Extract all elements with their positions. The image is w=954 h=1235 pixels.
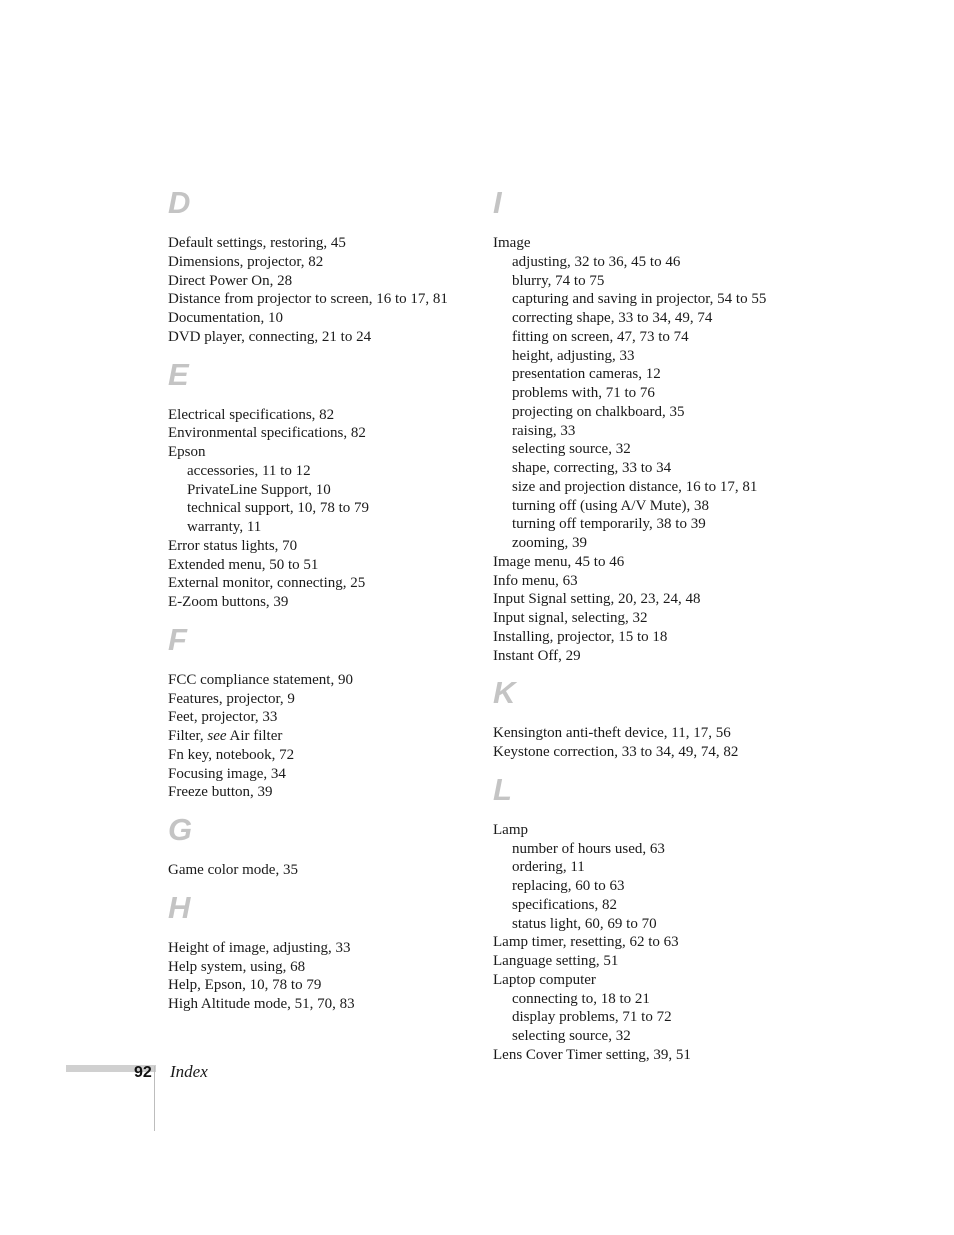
index-entry-list (493, 724, 813, 762)
index-subentry: PrivateLine Support, 10 (187, 481, 331, 498)
index-entry: Electrical specifications, 82 (168, 406, 335, 423)
index-entry: Help, Epson, 10, 78 to 79 (168, 977, 322, 994)
page-number: 92 (134, 1064, 152, 1081)
index-entry-list (168, 234, 468, 347)
index-entry: High Altitude mode, 51, 70, 83 (168, 996, 355, 1012)
index-entry: Keystone correction, 33 to 34, 49, 74, 82 (493, 744, 739, 760)
index-entry: Height of image, adjusting, 33 (168, 939, 351, 956)
index-subentry: capturing and saving in projector, 54 to 55 (512, 291, 767, 308)
entry-text: Air filter (226, 728, 283, 744)
index-entry: Distance from projector to screen, 16 to 17, 81 (168, 291, 448, 308)
index-subentry: selecting source, 32 (512, 441, 631, 458)
index-subentry: problems with, 71 to 76 (512, 385, 655, 401)
index-entry-list (493, 234, 813, 665)
index-entry: Image (493, 235, 531, 251)
index-entry: Input signal, selecting, 32 (493, 610, 648, 626)
index-entry: Image menu, 45 to 46 (493, 553, 625, 570)
index-entry: Game color mode, 35 (168, 862, 298, 878)
index-subentry: turning off (using A/V Mute), 38 (512, 497, 709, 514)
index-subentry: blurry, 74 to 75 (512, 272, 605, 289)
index-entry: Features, projector, 9 (168, 690, 295, 707)
index-entry-list (168, 861, 468, 880)
index-subentry: connecting to, 18 to 21 (512, 990, 650, 1007)
index-entry (168, 727, 468, 746)
index-subentry: raising, 33 (512, 422, 576, 439)
index-entry: Installing, projector, 15 to 18 (493, 628, 668, 645)
index-subentry: replacing, 60 to 63 (512, 878, 625, 894)
index-entry: Freeze button, 39 (168, 784, 273, 801)
index-entry: External monitor, connecting, 25 (168, 575, 366, 592)
index-entry: Epson (168, 444, 206, 460)
index-entry: Kensington anti-theft device, 11, 17, 56 (493, 725, 731, 742)
index-column-right (493, 186, 813, 1076)
index-subentry: height, adjusting, 33 (512, 347, 635, 364)
index-subentry: adjusting, 32 to 36, 45 to 46 (512, 253, 681, 270)
index-subentry: number of hours used, 63 (512, 840, 665, 857)
index-entry: Lamp (493, 821, 528, 838)
index-subentry: size and projection distance, 16 to 17, 81 (512, 478, 758, 495)
index-entry: Error status lights, 70 (168, 537, 298, 554)
index-entry: Direct Power On, 28 (168, 272, 293, 289)
index-entry: Documentation, 10 (168, 310, 283, 326)
index-subentry: specifications, 82 (512, 896, 617, 913)
index-letter-heading: L (493, 771, 512, 807)
index-letter-heading: K (493, 675, 516, 711)
index-subentry: selecting source, 32 (512, 1028, 631, 1044)
index-entry: DVD player, connecting, 21 to 24 (168, 328, 372, 345)
entry-text: Filter, (168, 728, 208, 744)
index-entry: Feet, projector, 33 (168, 709, 278, 726)
index-entry: Instant Off, 29 (493, 647, 581, 664)
index-entry: Laptop computer (493, 971, 596, 988)
index-entry: Help system, using, 68 (168, 958, 306, 975)
index-subentry: accessories, 11 to 12 (187, 462, 311, 479)
index-entry: Dimensions, projector, 82 (168, 253, 324, 270)
index-letter-heading: F (168, 621, 187, 657)
index-entry-list (168, 671, 468, 802)
index-entry: E-Zoom buttons, 39 (168, 594, 289, 610)
index-letter-heading: D (168, 185, 191, 220)
index-subentry: zooming, 39 (512, 535, 587, 551)
footer-rule (154, 1066, 155, 1131)
index-column-left (168, 186, 468, 1025)
index-entry: Extended menu, 50 to 51 (168, 556, 319, 573)
index-subentry: turning off temporarily, 38 to 39 (512, 516, 706, 533)
index-entry-list (168, 406, 468, 612)
index-subentry: status light, 60, 69 to 70 (512, 915, 657, 932)
index-entry: Input Signal setting, 20, 23, 24, 48 (493, 591, 701, 608)
index-subentry: correcting shape, 33 to 34, 49, 74 (512, 310, 713, 326)
index-subentry: technical support, 10, 78 to 79 (187, 500, 370, 517)
index-entry: Lamp timer, resetting, 62 to 63 (493, 934, 679, 951)
index-entry: FCC compliance statement, 90 (168, 671, 353, 688)
index-entry: Environmental specifications, 82 (168, 425, 366, 442)
index-entry: Focusing image, 34 (168, 765, 286, 782)
index-letter-heading: I (493, 185, 502, 220)
index-entry-list (493, 821, 813, 1065)
index-subentry: projecting on chalkboard, 35 (512, 403, 685, 420)
index-entry: Language setting, 51 (493, 953, 619, 969)
index-letter-heading: E (168, 356, 189, 392)
index-subentry: fitting on screen, 47, 73 to 74 (512, 328, 689, 345)
index-subentry: shape, correcting, 33 to 34 (512, 460, 672, 476)
index-entry: Info menu, 63 (493, 572, 578, 589)
index-letter-heading: G (168, 812, 193, 847)
index-letter-heading: H (168, 889, 191, 925)
see-reference: see (207, 728, 227, 744)
index-entry-list (168, 939, 468, 1014)
index-subentry: ordering, 11 (512, 859, 585, 876)
index-subentry: display problems, 71 to 72 (512, 1009, 672, 1026)
index-entry: Lens Cover Timer setting, 39, 51 (493, 1046, 691, 1063)
section-label: Index (170, 1062, 208, 1081)
index-subentry: warranty, 11 (187, 519, 262, 535)
index-entry: Default settings, restoring, 45 (168, 235, 346, 251)
index-entry: Fn key, notebook, 72 (168, 746, 295, 763)
index-subentry: presentation cameras, 12 (512, 366, 661, 383)
